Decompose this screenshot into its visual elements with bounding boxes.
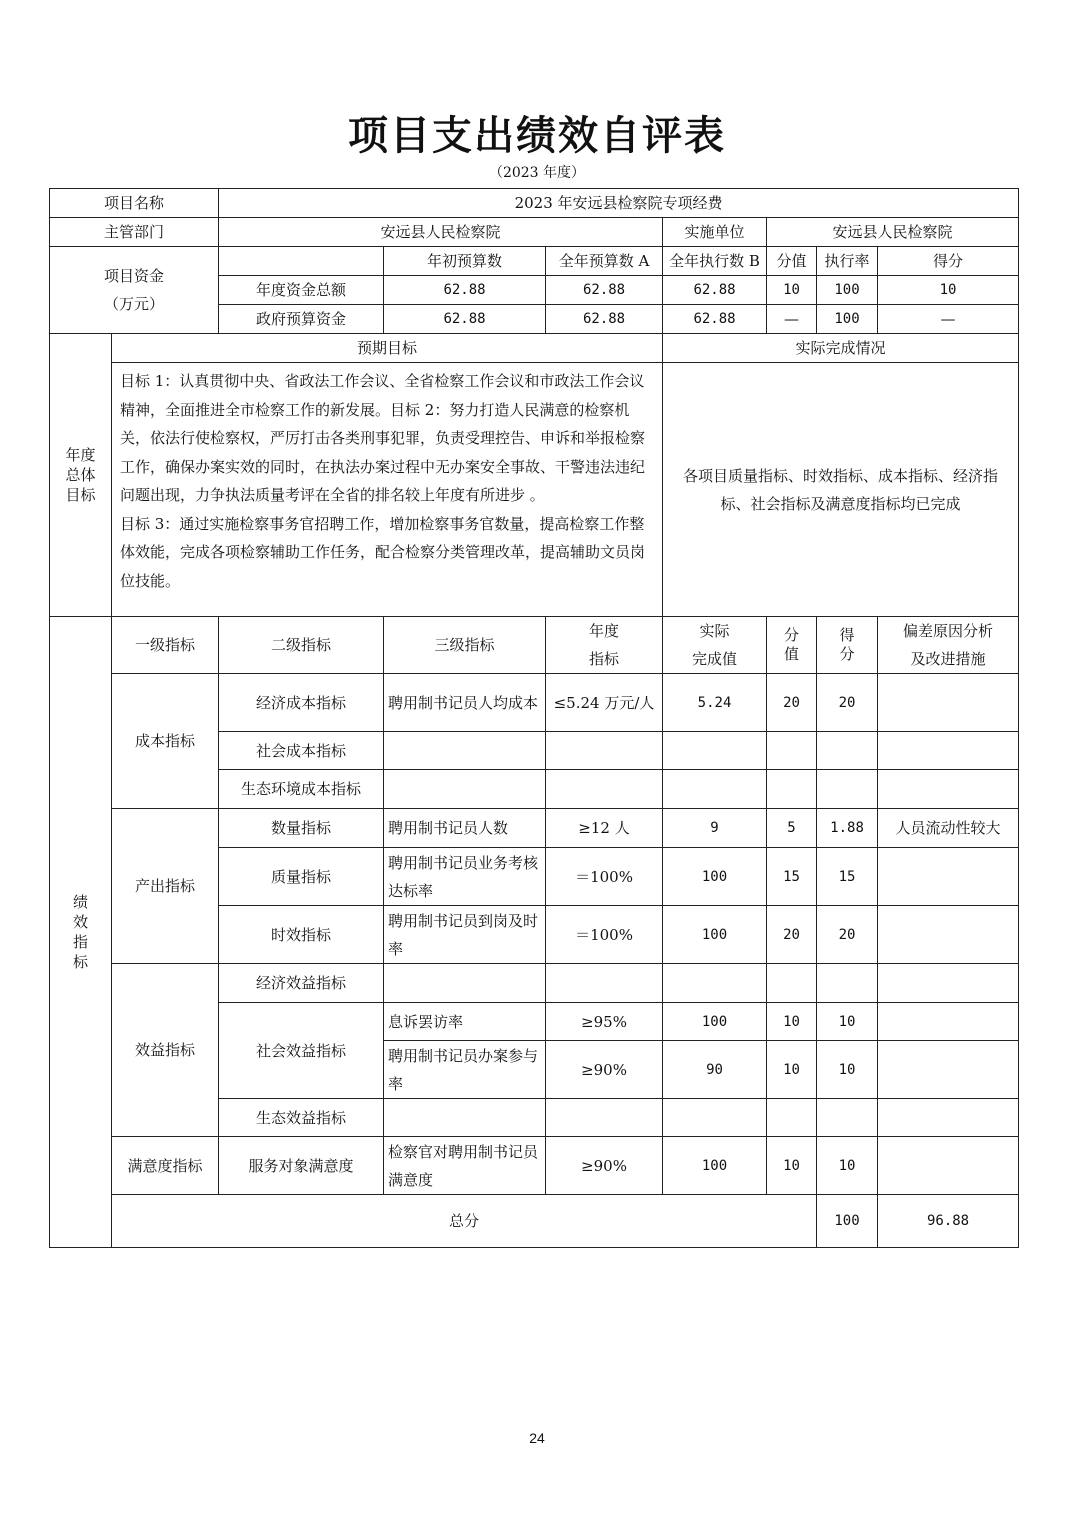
funds-header-executed: 全年执行数 B <box>663 247 767 276</box>
header-target <box>546 617 663 674</box>
goals-side-3: 目标 <box>65 486 96 504</box>
actual-cell: 100 <box>663 906 767 964</box>
target-cell: ≥90% <box>546 1137 663 1195</box>
score-value-cell: 10 <box>767 1003 817 1041</box>
funds-rate: 100 <box>817 276 878 305</box>
dept-label: 主管部门 <box>50 218 219 247</box>
page-title: 项目支出绩效自评表 <box>348 112 726 159</box>
header-score-line2: 分 <box>839 645 855 663</box>
header-score-value-line2: 值 <box>784 645 800 663</box>
header-deviation-line1: 偏差原因分析 <box>903 622 994 640</box>
target-cell: ≤5.24 万元/人 <box>546 674 663 732</box>
funds-label <box>50 247 219 334</box>
header-deviation-line2: 及改进措施 <box>910 650 986 668</box>
score-value-cell: 10 <box>767 1137 817 1195</box>
score-cell: 10 <box>817 1003 878 1041</box>
funds-score: — <box>878 305 1019 334</box>
funds-score: 10 <box>878 276 1019 305</box>
goals-side-label <box>50 334 112 617</box>
score-cell: 20 <box>817 906 878 964</box>
actual-cell: 9 <box>663 809 767 848</box>
deviation-cell <box>878 848 1019 906</box>
header-score-line1: 得 <box>839 626 855 644</box>
funds-header-initial: 年初预算数 <box>384 247 546 276</box>
score-cell: 20 <box>817 674 878 732</box>
funds-annual: 62.88 <box>546 276 663 305</box>
level2-cell: 经济成本指标 <box>219 674 384 732</box>
funds-row-label: 政府预算资金 <box>219 305 384 334</box>
funds-label-line2: （万元） <box>104 295 165 313</box>
score-value-cell <box>767 770 817 809</box>
actual-completion-header: 实际完成情况 <box>663 334 1019 363</box>
year-subtitle: （2023 年度） <box>488 165 586 181</box>
total-label: 总分 <box>112 1195 817 1248</box>
page-number: 24 <box>529 1430 545 1446</box>
header-level2: 二级指标 <box>219 617 384 674</box>
actual-completion-text: 各项目质量指标、时效指标、成本指标、经济指标、社会指标及满意度指标均已完成 <box>663 363 1019 617</box>
funds-executed: 62.88 <box>663 276 767 305</box>
level3-cell: 聘用制书记员到岗及时率 <box>384 906 546 964</box>
score-value-cell <box>767 732 817 770</box>
actual-cell <box>663 770 767 809</box>
header-actual-line2: 完成值 <box>692 650 738 668</box>
expected-goals-header: 预期目标 <box>112 334 663 363</box>
deviation-cell <box>878 1099 1019 1137</box>
level2-cell: 数量指标 <box>219 809 384 848</box>
score-cell: 10 <box>817 1137 878 1195</box>
score-value-cell: 20 <box>767 674 817 732</box>
table-row <box>50 964 1019 1003</box>
funds-header-score: 得分 <box>878 247 1019 276</box>
actual-cell: 100 <box>663 1003 767 1041</box>
score-value-cell <box>767 1099 817 1137</box>
deviation-cell <box>878 1137 1019 1195</box>
header-level1: 一级指标 <box>112 617 219 674</box>
level3-cell <box>384 1099 546 1137</box>
level2-cell: 社会效益指标 <box>219 1003 384 1099</box>
score-cell: 1.88 <box>817 809 878 848</box>
goals-header-row <box>50 334 1019 363</box>
funds-header-score-value: 分值 <box>767 247 817 276</box>
level3-cell <box>384 732 546 770</box>
level1-cost: 成本指标 <box>112 674 219 809</box>
actual-cell <box>663 964 767 1003</box>
funds-annual: 62.88 <box>546 305 663 334</box>
funds-initial: 62.88 <box>384 305 546 334</box>
score-value-cell: 10 <box>767 1041 817 1099</box>
goals-content-row <box>50 363 1019 617</box>
target-cell: ≥90% <box>546 1041 663 1099</box>
actual-cell <box>663 732 767 770</box>
level1-satisfaction: 满意度指标 <box>112 1137 219 1195</box>
target-cell: ＝100% <box>546 906 663 964</box>
level3-cell <box>384 964 546 1003</box>
indicators-side-3: 指 <box>72 933 88 951</box>
goals-side-2: 总体 <box>65 466 96 484</box>
header-deviation <box>878 617 1019 674</box>
funds-label-line1: 项目资金 <box>104 267 165 285</box>
deviation-cell <box>878 1041 1019 1099</box>
funds-header-annual: 全年预算数 A <box>546 247 663 276</box>
score-value-cell <box>767 964 817 1003</box>
indicators-side-2: 效 <box>72 913 88 931</box>
actual-cell: 5.24 <box>663 674 767 732</box>
evaluation-table <box>49 188 1019 1248</box>
score-cell <box>817 732 878 770</box>
impl-label: 实施单位 <box>663 218 767 247</box>
score-cell <box>817 770 878 809</box>
expected-goal-paragraph-1: 目标 1：认真贯彻中央、省政法工作会议、全省检察工作会议和市政法工作会议精神，全面推进全市检察工作的新发展。目标 2：努力打造人民满意的检察机关，依法行使检察权，严厉打击各类刑事犯罪，负责受理控告、申诉和举报检察工作，确保办案实效的同时，在执法办案过程中无办案安全事故、干警违法违纪问题出现，力争执法质量考评在全省的排名较上年度有所进步 。 <box>120 372 646 504</box>
project-name-value: 2023 年安远县检察院专项经费 <box>219 189 1019 218</box>
deviation-cell <box>878 906 1019 964</box>
expected-goal-paragraph-2: 目标 3：通过实施检察事务官招聘工作，增加检察事务官数量，提高检察工作整体效能，完成各项检察辅助工作任务，配合检察分类管理改革，提高辅助文员岗位技能。 <box>120 514 646 590</box>
header-score-value <box>767 617 817 674</box>
score-cell: 10 <box>817 1041 878 1099</box>
funds-executed: 62.88 <box>663 305 767 334</box>
level3-cell: 聘用制书记员人均成本 <box>384 674 546 732</box>
level3-cell: 聘用制书记员办案参与率 <box>384 1041 546 1099</box>
indicators-side-4: 标 <box>72 953 88 971</box>
level2-cell: 社会成本指标 <box>219 732 384 770</box>
funds-initial: 62.88 <box>384 276 546 305</box>
actual-cell: 90 <box>663 1041 767 1099</box>
actual-cell: 100 <box>663 848 767 906</box>
actual-cell: 100 <box>663 1137 767 1195</box>
indicators-side-1: 绩 <box>72 893 88 911</box>
funds-header-empty <box>219 247 384 276</box>
total-score-value: 100 <box>817 1195 878 1248</box>
total-score: 96.88 <box>878 1195 1019 1248</box>
goals-side-1: 年度 <box>65 446 96 464</box>
target-cell <box>546 770 663 809</box>
funds-score-value: 10 <box>767 276 817 305</box>
target-cell <box>546 964 663 1003</box>
department-row <box>50 218 1019 247</box>
deviation-cell: 人员流动性较大 <box>878 809 1019 848</box>
header-level3: 三级指标 <box>384 617 546 674</box>
level1-output: 产出指标 <box>112 809 219 964</box>
dept-value: 安远县人民检察院 <box>219 218 663 247</box>
level3-cell: 聘用制书记员业务考核达标率 <box>384 848 546 906</box>
header-score <box>817 617 878 674</box>
level2-cell: 时效指标 <box>219 906 384 964</box>
level3-cell: 息诉罢访率 <box>384 1003 546 1041</box>
score-value-cell: 20 <box>767 906 817 964</box>
actual-cell <box>663 1099 767 1137</box>
level3-cell: 检察官对聘用制书记员满意度 <box>384 1137 546 1195</box>
impl-value: 安远县人民检察院 <box>767 218 1019 247</box>
score-cell <box>817 964 878 1003</box>
header-target-line2: 指标 <box>589 650 620 668</box>
indicators-header-row <box>50 617 1019 674</box>
target-cell: ＝100% <box>546 848 663 906</box>
deviation-cell <box>878 964 1019 1003</box>
project-name-label: 项目名称 <box>50 189 219 218</box>
funds-row-label: 年度资金总额 <box>219 276 384 305</box>
level3-cell <box>384 770 546 809</box>
deviation-cell <box>878 1003 1019 1041</box>
score-value-cell: 5 <box>767 809 817 848</box>
project-name-row <box>50 189 1019 218</box>
target-cell <box>546 732 663 770</box>
funds-score-value: — <box>767 305 817 334</box>
table-row <box>50 809 1019 848</box>
header-actual <box>663 617 767 674</box>
total-row <box>50 1195 1019 1248</box>
header-score-value-line1: 分 <box>784 626 800 644</box>
header-target-line1: 年度 <box>589 622 620 640</box>
target-cell: ≥95% <box>546 1003 663 1041</box>
score-cell <box>817 1099 878 1137</box>
level2-cell: 服务对象满意度 <box>219 1137 384 1195</box>
level3-cell: 聘用制书记员人数 <box>384 809 546 848</box>
level2-cell: 生态效益指标 <box>219 1099 384 1137</box>
table-row <box>50 674 1019 732</box>
level2-cell: 生态环境成本指标 <box>219 770 384 809</box>
score-cell: 15 <box>817 848 878 906</box>
level1-benefit: 效益指标 <box>112 964 219 1137</box>
indicators-side-label <box>50 617 112 1248</box>
deviation-cell <box>878 770 1019 809</box>
score-value-cell: 15 <box>767 848 817 906</box>
table-row <box>50 1137 1019 1195</box>
target-cell: ≥12 人 <box>546 809 663 848</box>
deviation-cell <box>878 732 1019 770</box>
header-actual-line1: 实际 <box>699 622 730 640</box>
deviation-cell <box>878 674 1019 732</box>
expected-goals-text <box>112 363 663 617</box>
target-cell <box>546 1099 663 1137</box>
level2-cell: 经济效益指标 <box>219 964 384 1003</box>
level2-cell: 质量指标 <box>219 848 384 906</box>
funds-rate: 100 <box>817 305 878 334</box>
funds-header-row <box>50 247 1019 276</box>
funds-header-rate: 执行率 <box>817 247 878 276</box>
